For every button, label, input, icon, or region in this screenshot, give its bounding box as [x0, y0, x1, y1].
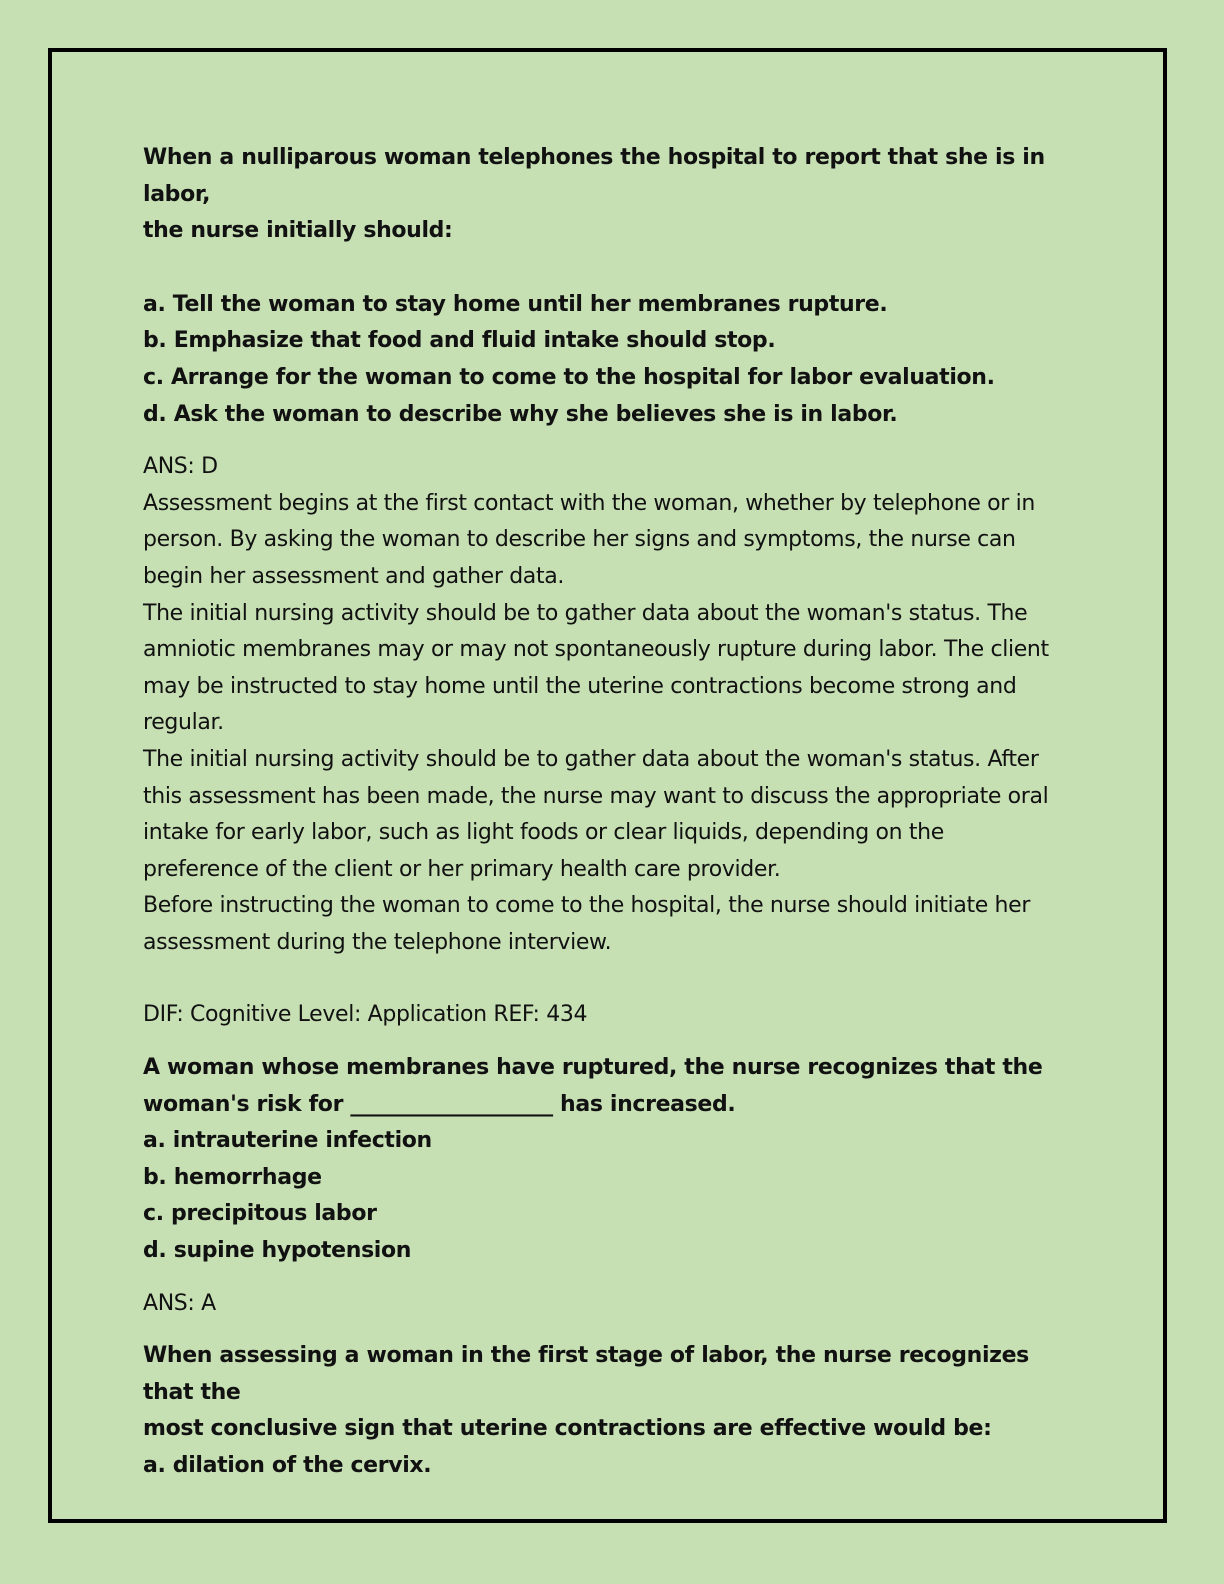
question-2-option-c: c. precipitous labor [143, 1201, 377, 1227]
question-1-stem-line-1: When a nulliparous woman telephones the hospital to report that she is in labor, [143, 145, 1045, 207]
spacer [143, 961, 1078, 997]
question-1-option-a: a. Tell the woman to stay home until her membranes rupture. [143, 291, 888, 317]
question-1-rationale-line: this assessment has been made, the nurse may want to discuss the appropriate oral [143, 783, 1049, 809]
question-3-stem-line-1: When assessing a woman in the first stage of labor, the nurse recognizes that the [143, 1343, 1029, 1405]
question-2-answer: ANS: A [143, 1290, 216, 1316]
spacer [143, 433, 1078, 449]
question-1-meta: DIF: Cognitive Level: Application REF: 434 [143, 1002, 588, 1028]
question-1-rationale-line: preference of the client or her primary health care provider. [143, 856, 781, 882]
spacer [143, 1270, 1078, 1286]
question-1-rationale-line: amniotic membranes may or may not spontaneously rupture during labor. The client [143, 637, 1049, 663]
spacer [143, 250, 1078, 287]
document-body [143, 140, 1078, 1485]
question-1-option-c: c. Arrange for the woman to come to the hospital for labor evaluation. [143, 364, 995, 390]
spacer [143, 1322, 1078, 1338]
question-1-rationale-line: intake for early labor, such as light foods or clear liquids, depending on the [143, 820, 944, 846]
question-1-rationale-line: assessment during the telephone interview. [143, 929, 612, 955]
question-1-rationale-line: may be instructed to stay home until the uterine contractions become strong and [143, 673, 1017, 699]
question-1-rationale-line: person. By asking the woman to describe her signs and symptoms, the nurse can [143, 527, 1016, 553]
spacer [143, 1034, 1078, 1050]
question-1-rationale-line: regular. [143, 710, 224, 736]
question-1-rationale-line: begin her assessment and gather data. [143, 563, 564, 589]
question-3-stem-line-2: most conclusive sign that uterine contractions are effective would be: [143, 1416, 992, 1442]
question-2-stem-line-2: woman's risk for ___________________ has increased. [143, 1091, 736, 1117]
question-2-option-a: a. intrauterine infection [143, 1128, 432, 1154]
question-2-option-b: b. hemorrhage [143, 1164, 322, 1190]
question-1-option-b: b. Emphasize that food and fluid intake should stop. [143, 328, 776, 354]
question-2-stem-line-1: A woman whose membranes have ruptured, the nurse recognizes that the [143, 1055, 1043, 1081]
question-3-option-a: a. dilation of the cervix. [143, 1453, 432, 1478]
question-1-stem-line-2: the nurse initially should: [143, 218, 453, 244]
question-1-rationale-line: The initial nursing activity should be to gather data about the woman's status. The [143, 600, 1028, 626]
question-1-rationale-line: Assessment begins at the first contact with the woman, whether by telephone or in [143, 490, 1035, 516]
question-1-option-d: d. Ask the woman to describe why she believes she is in labor. [143, 401, 898, 427]
question-1-answer: ANS: D [143, 454, 218, 480]
question-2-option-d: d. supine hypotension [143, 1238, 412, 1264]
question-1-rationale-line: Before instructing the woman to come to the hospital, the nurse should initiate her [143, 893, 1031, 919]
question-1-rationale-line: The initial nursing activity should be to gather data about the woman's status. After [143, 746, 1039, 772]
